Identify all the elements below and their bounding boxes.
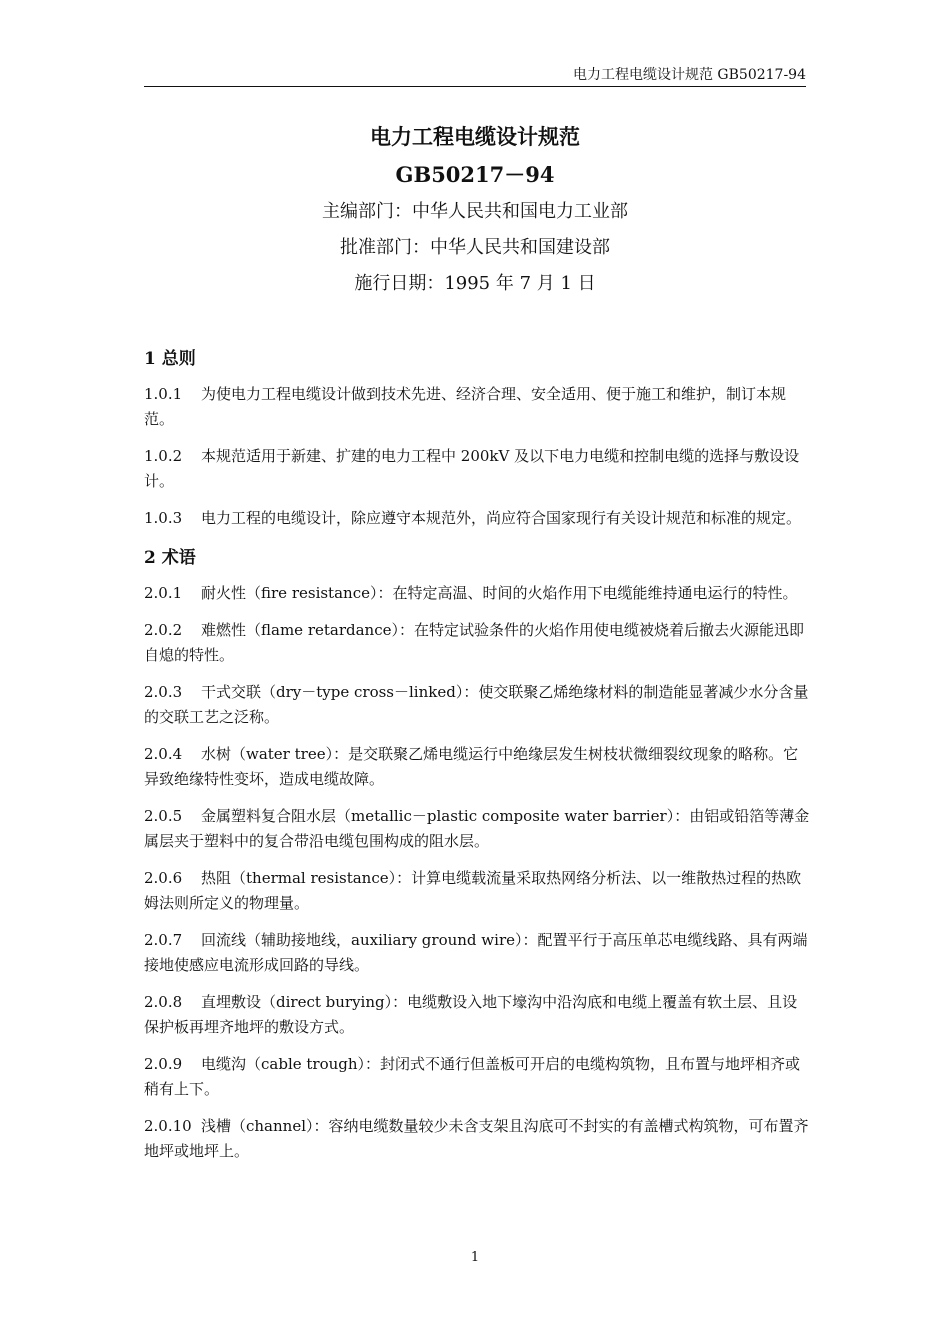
clause-text: 本规范适用于新建、扩建的电力工程中 200kV 及以下电力电缆和控制电缆的选择与敷设设计。 [144, 447, 800, 490]
clause-number: 2.0.5 [144, 807, 183, 825]
clause-number: 2.0.10 [144, 1117, 192, 1135]
clause [144, 742, 812, 792]
clause [144, 866, 812, 916]
clause [144, 680, 812, 730]
title-block [144, 120, 806, 302]
clause-text: 耐火性（fire resistance）：在特定高温、时间的火焰作用下电缆能维持通电运行的特性。 [201, 584, 798, 602]
clause [144, 1052, 812, 1102]
clause-text: 难燃性（flame retardance）：在特定试验条件的火焰作用使电缆被烧着后撤去火源能迅即自熄的特性。 [144, 621, 804, 664]
clause-text: 浅槽（channel）：容纳电缆数量较少未含支架且沟底可不封实的有盖槽式构筑物，可布置齐地坪或地坪上。 [144, 1117, 809, 1160]
document-title: 电力工程电缆设计规范 [370, 124, 580, 149]
section-heading-terms: 2 术语 [144, 548, 196, 568]
running-header: 电力工程电缆设计规范 GB50217-94 [572, 67, 806, 83]
clause-number: 2.0.7 [144, 931, 183, 949]
approver-department: 批准部门：中华人民共和国建设部 [340, 237, 610, 258]
clause-number: 1.0.2 [144, 447, 183, 465]
clause-number: 2.0.3 [144, 683, 183, 701]
clause-text: 回流线（辅助接地线，auxiliary ground wire）：配置平行于高压单芯电缆线路、具有两端接地使感应电流形成回路的导线。 [144, 931, 808, 974]
section-heading-general: 1 总则 [144, 349, 196, 369]
clause-number: 2.0.9 [144, 1055, 183, 1073]
standard-code: GB50217－94 [395, 162, 555, 187]
clause-number: 1.0.3 [144, 509, 183, 527]
editor-department: 主编部门：中华人民共和国电力工业部 [322, 201, 628, 222]
clause-number: 2.0.6 [144, 869, 183, 887]
clause [144, 990, 812, 1040]
clause [144, 581, 812, 606]
clause-text: 金属塑料复合阻水层（metallic－plastic composite water barrier）：由铝或铅箔等薄金属层夹于塑料中的复合带沿电缆包围构成的阻水层。 [144, 807, 810, 850]
clause [144, 444, 812, 494]
clause-number: 1.0.1 [144, 385, 183, 403]
document-body [144, 344, 812, 1176]
clause-text: 干式交联（dry－type cross－linked）：使交联聚乙烯绝缘材料的制造能显著减少水分含量的交联工艺之泛称。 [144, 683, 809, 726]
clause [144, 618, 812, 668]
clause-text: 为使电力工程电缆设计做到技术先进、经济合理、安全适用、便于施工和维护，制订本规范。 [144, 385, 787, 428]
clause [144, 506, 812, 531]
clause-text: 电力工程的电缆设计，除应遵守本规范外，尚应符合国家现行有关设计规范和标准的规定。 [201, 509, 802, 527]
clause [144, 928, 812, 978]
page-number: 1 [470, 1250, 480, 1265]
clause-text: 电缆沟（cable trough）：封闭式不通行但盖板可开启的电缆构筑物，且布置与地坪相齐或稍有上下。 [144, 1055, 801, 1098]
clause-number: 2.0.2 [144, 621, 183, 639]
clause-number: 2.0.8 [144, 993, 183, 1011]
effective-date: 施行日期：1995 年 7 月 1 日 [354, 273, 596, 294]
clause [144, 382, 812, 432]
clause-number: 2.0.4 [144, 745, 183, 763]
clause-text: 热阻（thermal resistance）：计算电缆载流量采取热网络分析法、以一维散热过程的热欧姆法则所定义的物理量。 [144, 869, 802, 912]
clause-number: 2.0.1 [144, 584, 183, 602]
header-rule [144, 86, 806, 87]
clause [144, 1114, 812, 1164]
clause-text: 直埋敷设（direct burying）：电缆敷设入地下壕沟中沿沟底和电缆上覆盖有软土层、且设保护板再埋齐地坪的敷设方式。 [144, 993, 798, 1036]
clause [144, 804, 812, 854]
clause-text: 水树（water tree）：是交联聚乙烯电缆运行中绝缘层发生树枝状微细裂纹现象的略称。它异致绝缘特性变坏，造成电缆故障。 [144, 745, 799, 788]
